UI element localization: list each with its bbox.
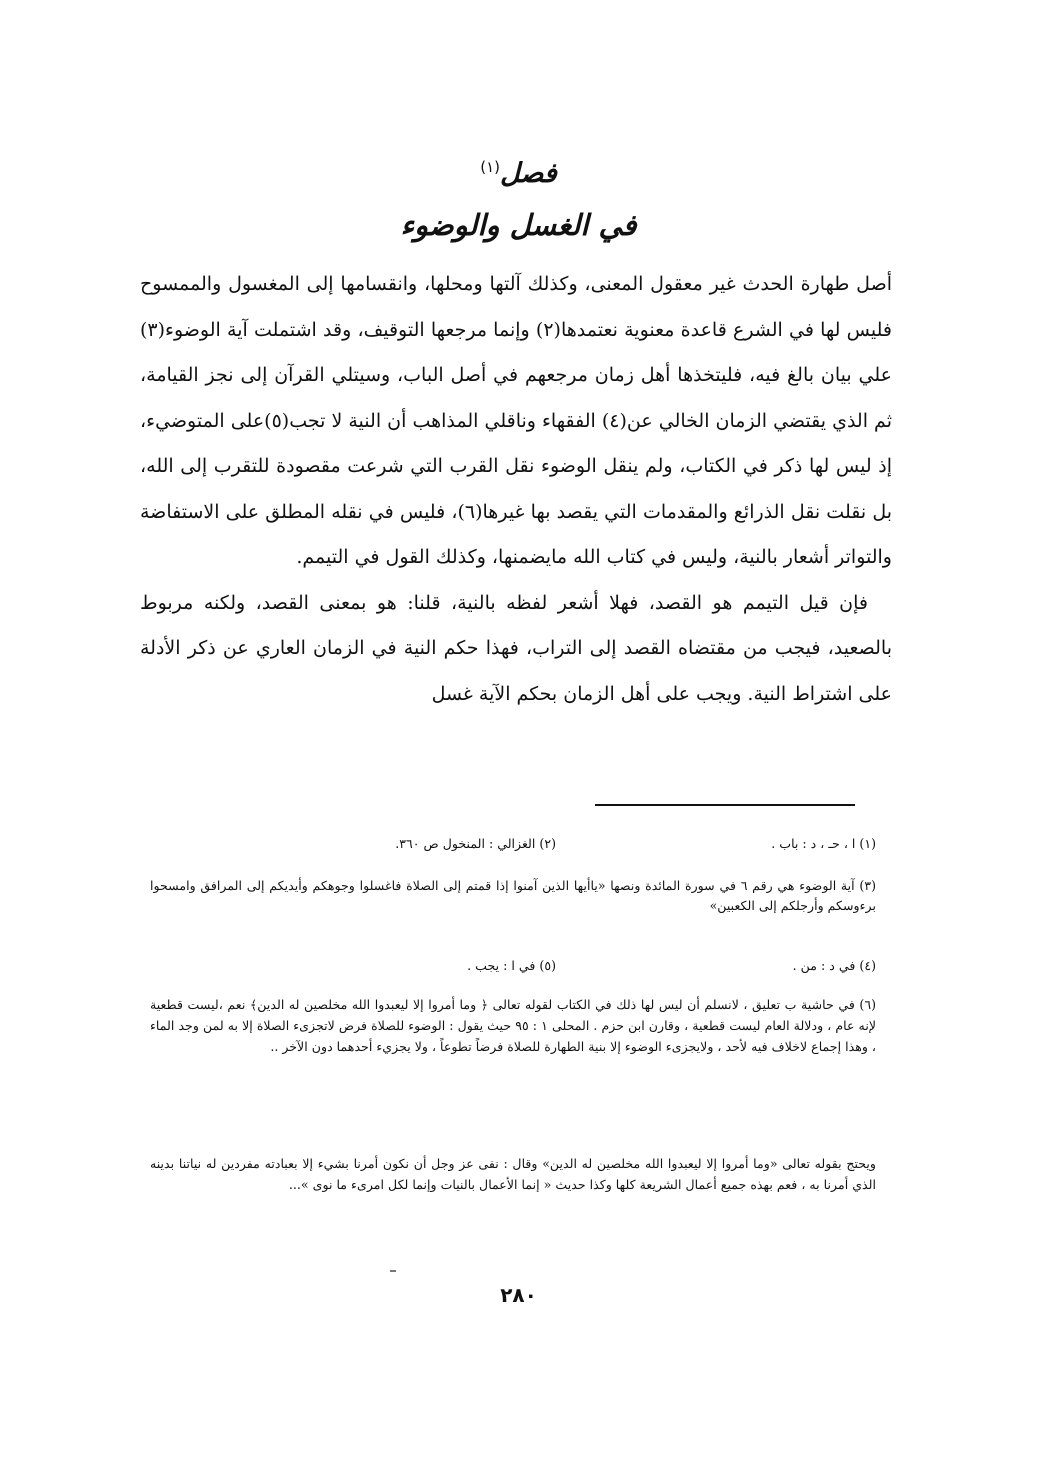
footnote-5: (٥) في ا : يجب . (467, 958, 556, 973)
footnote-separator (595, 804, 855, 806)
footnote-row-1 (150, 836, 876, 858)
footnote-1: (١) ا ، حـ ، د : باب . (771, 836, 876, 851)
footnote-6-continued: ويحتج بقوله تعالى «وما أمروا إلا ليعبدوا الله مخلصين له الدين» وقال : نفى عز وجل أن نكون أمرنا بشيء إلا بعبادته مفردين له نياتنا بدينه الذي أمرنا به ، فعم بهذه جميع أعمال الشريعة كلها وكذا حديث « إنما الأعمال بالنيات وإنما لكل امرىء ما نوى »... (150, 1156, 876, 1192)
section-subtitle: في الغسل والوضوء (400, 208, 637, 242)
paragraph-2: فإن قيل التيمم هو القصد، فهلا أشعر لفظه بالنية، قلنا: هو بمعنى القصد، ولكنه مربوط بالصعيد، فيجب من مقتضاه القصد إلى التراب، فهذا حكم النية في الزمان العاري عن ذكر الأدلة على اشتراط النية. ويجب على أهل الزمان بحكم الآية غسل (140, 591, 892, 705)
paragraph-1: أصل طهارة الحدث غير معقول المعنى، وكذلك آلتها ومحلها، وانقسامها إلى المغسول والممسوح فليس لها في الشرع قاعدة معنوية نعتمدها(٢) وإنما مرجعها التوقيف، وقد اشتملت آية الوضوء(٣) علي بيان بالغ فيه، فليتخذها أهل زمان مرجعهم في أصل الباب، وسيتلي القرآن إلى نجز القيامة، ثم الذي يقتضي الزمان الخالي عن(٤) الفقهاء وناقلي المذاهب أن النية لا تجب(٥)على المتوضيء، إذ ليس لها ذكر في الكتاب، ولم ينقل الوضوء نقل القرب التي شرعت مقصودة للتقرب إلى الله، بل نقلت نقل الذرائع والمقدمات التي يقصد بها غيرها(٦)، فليس في نقله المطلق على الاستفاضة والتواتر أشعار بالنية، وليس في كتاب الله مايضمنها، وكذلك القول في التيمم. (140, 273, 892, 568)
footnote-row-2 (150, 958, 876, 980)
page-number: ٢٨٠ (500, 1283, 537, 1307)
footnote-3: (٣) آية الوضوء هي رقم ٦ في سورة المائدة ونصها «ياأيها الذين آمنوا إذا قمتم إلى الصلاة فاغسلوا وجوهكم وأيديكم إلى المرافق وامسحوا برءوسكم وأرجلكم إلى الكعبين» (150, 878, 876, 913)
section-title (0, 158, 1037, 189)
scan-speck (390, 1270, 396, 1272)
footnote-2: (٢) الغزالي : المنخول ص ٣٦٠. (395, 836, 556, 851)
footnote-6: (٦) في حاشية ب تعليق ، لانسلم أن ليس لها ذلك في الكتاب لقوله تعالى ﴿ وما أمروا إلا ليعبدوا الله مخلصين له الدين﴾ نعم ،ليست قطعية لإنه عام ، ودلالة العام ليست قطعية ، وقارن ابن حزم . المحلى ١ : ٩٥ حيث يقول : الوضوء للصلاة فرض لاتجزىء الصلاة إلا به لمن وجد الماء ، وهذا إجماع لاخلاف فيه لأحد ، ولايجزىء الوضوء إلا بنية الطهارة للصلاة فرضاً تطوعاً ، ولا يجزيء أحدهما دون الآخر .. (150, 997, 877, 1054)
section-title-text: فصل (500, 158, 557, 189)
section-title-note: (١) (480, 158, 500, 176)
body-text (140, 262, 892, 717)
footnote-4: (٤) في د : من . (792, 958, 876, 973)
